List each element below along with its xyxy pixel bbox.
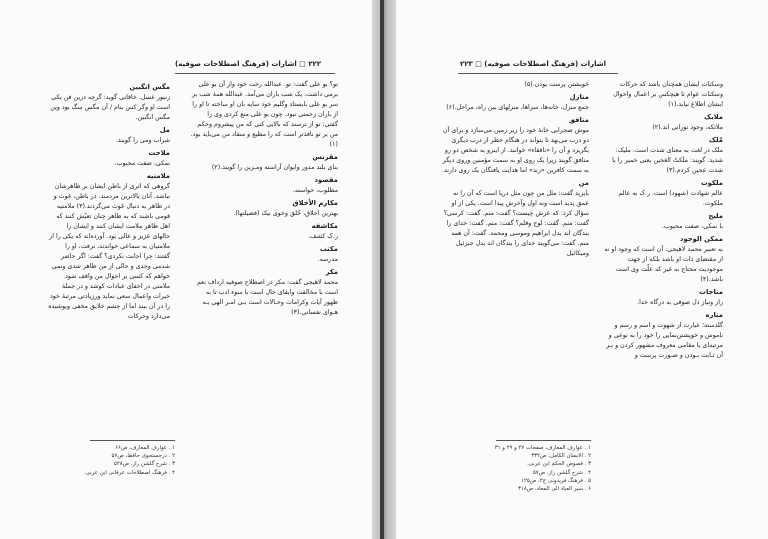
footnote: ۳ . فصوص الحکم ابن عربی.: [527, 461, 591, 468]
footnote: ۲ . الانسان الکامل، ص۳۳۲: [531, 453, 591, 460]
right-header-rule: [458, 73, 618, 74]
right-page-col-right: [601, 80, 723, 362]
book-gutter: [372, 0, 396, 539]
entry-text: راز ونیاز دل صوفی به درگاه خدا.: [637, 299, 723, 306]
entry-text: مدرسه.: [317, 256, 338, 263]
entry-headword: ممکن الوجود: [680, 235, 723, 243]
entry-headword: مکتب: [319, 245, 338, 253]
book-spine: [380, 0, 384, 539]
left-header-rule: [175, 73, 335, 74]
entry-headword: ملکوت: [700, 179, 723, 187]
entry-text: مطلوب، خواسته.: [292, 187, 338, 194]
entry-text: نمکی، صفت محبوب.: [114, 160, 170, 167]
entry-text: با نمکی، صفت محبوب.: [661, 223, 723, 230]
left-page-col-left: [190, 80, 338, 319]
entry-text: گروهی که اثری از باطن ایشان بر ظاهرشان نباشد. آنان بالاترین مردمند. در باطن، غوث و در ظاهر به دنبال غوث می‌گردند.(۳) ملامتیه قومی باشند که به ظاهر چنان تعیّش کنند که اهل ظاهر ملامت ایشان کنند و ایشان را حالهای عزیز و عالی بود. آورده‌اند که یکی را از ملامتیان به سماعی خواندند، نرفت، او را گفتند: چرا اجابت نکردی؟ گفت: اگر حاضر شدمی وجدی و حالی از من ظاهر شدی ونمی خواهم که کسی بر احوال من واقف شود. ملامتی در اخفای عبادات کوشد و در جملهٔ خیرات واعمال سعی نماید ورزیادتی مرتبهٔ خود را در آن بیند اما از چشم خلایق مخفی ویوشیده می‌دارد وحرکات: [48, 183, 170, 320]
entry-text: عالم شهادت (شهود) است. ر.ک به عالم ملکوت.: [618, 190, 723, 207]
footnote: ۲ . درجستجوی حافظ، ص۵۷: [111, 453, 175, 460]
footnote: ۱ . عوارف المعارف، ص۶۶: [115, 445, 175, 451]
right-footnotes: [446, 444, 591, 493]
entry-text: محمد لاهیجی گفت: مکر در اصطلاح صوفیه ارداف نعم است با مخالفت وابقای حال است با سوء ادب تا به ظهور آیات وکرامات وحـالات است بـی امـر الهی بـه هـوای نفسانی.(۳): [196, 279, 338, 316]
entry-headword: ملایک: [704, 113, 723, 121]
left-footnotes: [40, 444, 175, 477]
entry-text: شراب ومی را گویند.: [115, 137, 170, 144]
entry-text: ملک در لغت به معنای شدت است. ملیک: شدید. گویند: مَلَکتُ العَجین یعنی خمیر را با شدت عجین کردم.(۳): [612, 147, 723, 174]
footnote: ۶ . سیر العباد الی المعاد، ص۳۱۸: [518, 486, 591, 493]
entry-text: بهترین اخلاق، خُلق وخوی نیک (فضیلتها).: [233, 210, 338, 217]
left-page: [0, 0, 372, 539]
entry-headword: مناجات: [699, 288, 723, 296]
entry-text: جمع منزل، خانه‌ها، سراها، منزلهای بین راه، مراحل.(۶): [446, 104, 589, 111]
entry-text: خویشتن پرست بودن.(۵): [524, 81, 589, 88]
entry-headword: مقرنس: [312, 153, 338, 161]
entry-headword: ملاحت: [148, 149, 170, 157]
entry-headword: مناره: [705, 311, 723, 319]
entry-text: بایزید گفت: مثَل من چون مثل دریا است که آن را نه عمق پدید است ونه اول وآخرش پیدا است. یکی از او سؤال کرد: که عرش چیست؟ گفت: منم. گفت: کرسی؟ گفت: منم. گفت: لوح وقلم؟ گفت: منم. گفت: خدای را بندگان اند بدل ابراهیم وموسی ومحمد. گفت: آن همه منم. گفت: می‌گویند خدای را بندگان اند بدل جبرئیل ومیکائیل: [443, 190, 589, 257]
entry-text: بنای بلند مدور وایوان آراسته ومـزین را گویند.(۲): [211, 164, 338, 171]
entry-headword: ملامتیه: [146, 172, 170, 180]
entry-text: تو؟ بو علی گفت: تو. عبدالله رخت خود واز آن بو علی برمی داشت. یک شب باران می‌آمد. عبدالله همهٔ شب بر سر بو علی بایستاد وگلیم خود سایه بان او ساخته تا او را از باران زحمتی نبود. چون بو علی منع کردی وی را گفتی: تو از ترسند که بالایی کنی که من پیشروم وحکم من بر تو نافذتر است که را مطیع و منقاد من می‌باید بود.(۱): [190, 81, 338, 148]
entry-headword: مکاشفه: [311, 222, 338, 230]
entry-text: ر.ک کشف.: [308, 233, 338, 240]
entry-headword: مکر: [325, 268, 338, 276]
entry-text: موش صحرایی خانهٔ خود را زیر زمین می‌سازد و برای آن دو درب می‌نهد تا بتواند در هنگام خطر از درب دیگری بگریزد و آن را «نافقاء» خوانند. از اینرو به شخص دو رو منافق گویند زیرا یک روی او به سمت مؤمنین وروی دیگر به سمت کافرین «زند» اما هدایت یافتگان یک روی دارند.: [442, 127, 589, 174]
entry-headword: من: [578, 179, 589, 187]
entry-text: به تعبیر محمد لاهیجی: آن است که وجود او نه از مقتضای ذات او باشد بلکه از جهت موجودیت محتاج به غیر که علّت وی است باشد.(۴): [604, 246, 723, 283]
right-page: [396, 0, 768, 539]
footnote: ۴ . شرح گلشن راز، ص۵۷: [532, 469, 591, 476]
entry-text: ملائکه، وجود نورانی اند.(۲): [652, 124, 723, 131]
right-page-header: اشارات (فرهنگ اصطلاحات صوفیه) □ ۲۲۳: [459, 60, 606, 68]
entry-headword: مقصود: [314, 176, 338, 184]
entry-text: زنبور عسل. خاقانی گوید: گرچه درین فن یکی است او وگر کس بنام / آن مگس سگ بود وین مگس انگبین.: [50, 94, 170, 121]
entry-headword: ملیح: [708, 212, 723, 220]
left-page-header: ۲۲۲ □ اشارات (فرهنگ اصطلاحات صوفیه): [175, 60, 322, 68]
footnote: ۵ . فرهنگ فریدونی ج۲، ص۱۲۵: [521, 477, 591, 484]
entry-text: گلدسته؛ عبارت از شهوت و اسم و رسم و ناموس و خویشتن‌نمایی را خود را به نوعی و مرتبه‌ای یا مقامی معروف مشهور کردن و بـر آن ثـابت بـودن و صـورت پرست و: [606, 322, 723, 359]
entry-headword: مگس انگبین: [129, 83, 170, 91]
footnote: ۳ . شرح گلشن راز، ص۵۴۸: [113, 461, 175, 468]
footnote: ۴ . فرهنگ اصطلاحات عرفانی ابن عربی.: [84, 469, 175, 476]
entry-headword: مکارم الأخلاق: [292, 199, 338, 207]
left-footnote-rule: [90, 440, 175, 441]
right-page-col-left: [441, 80, 589, 260]
entry-headword: مل: [159, 126, 170, 134]
footnote: ۱ . عوارف المعارف، صفحات ۲۷ و ۲۹ و ۳۱: [494, 445, 591, 451]
entry-headword: مُلک: [709, 136, 723, 144]
left-page-col-right: [48, 80, 170, 323]
entry-text: وسکنات ایشان همچنان باشد که حرکات وسکنات عوام تا هیچکس بر اعمال واحوال ایشان اطلاع نیابد.(۱): [613, 81, 723, 108]
entry-headword: منازل: [569, 93, 589, 101]
entry-headword: منافق: [568, 116, 589, 124]
right-footnote-rule: [496, 440, 591, 441]
